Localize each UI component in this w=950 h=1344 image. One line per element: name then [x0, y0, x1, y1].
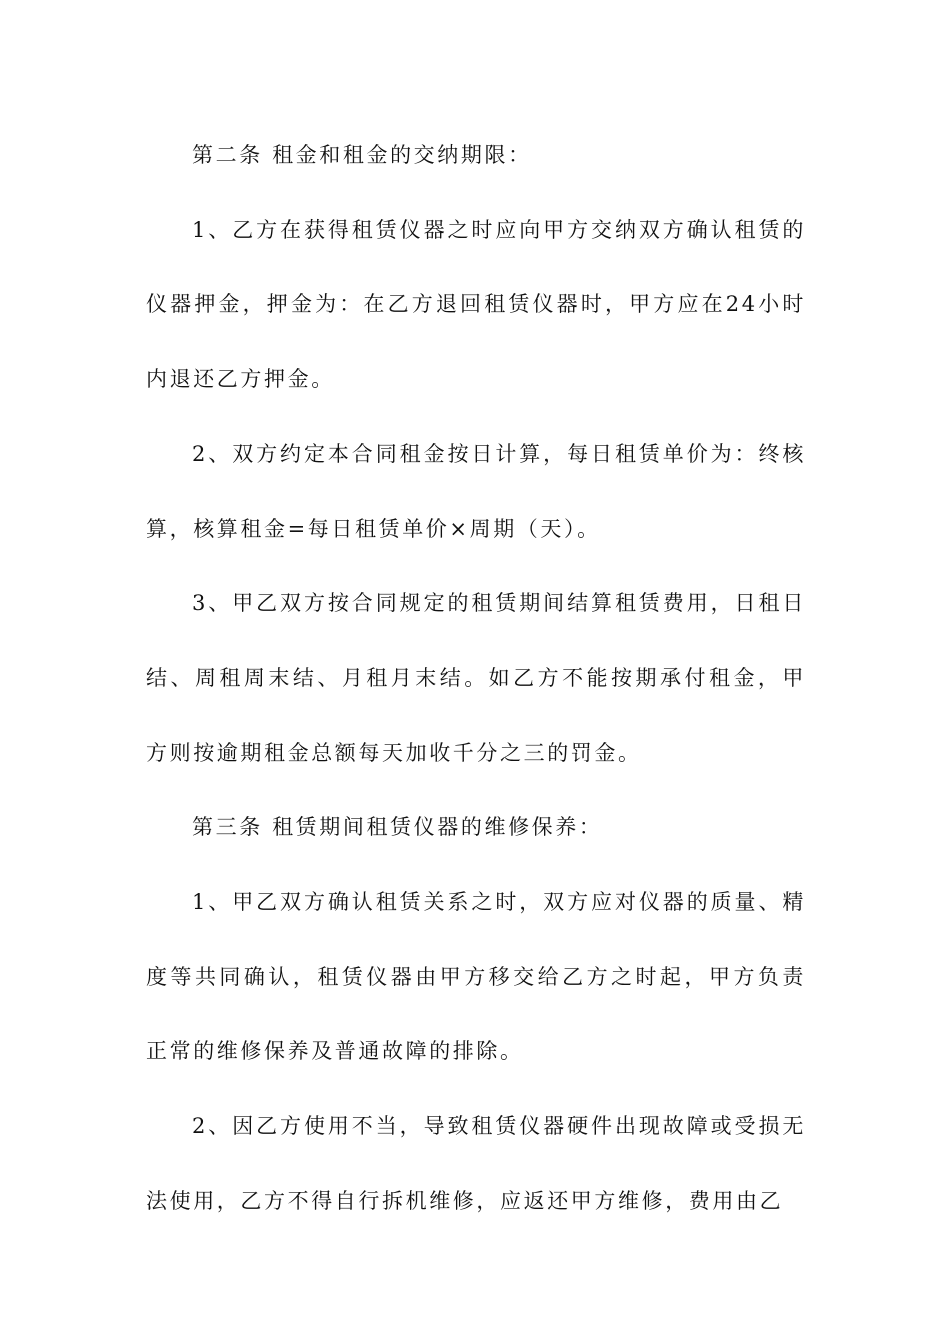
article-3-clause-1: 1、甲乙双方确认租赁关系之时，双方应对仪器的质量、精度等共同确认，租赁仪器由甲方移交给乙方之时起，甲方负责正常的维修保养及普通故障的排除。 [146, 890, 806, 1064]
article-2-clause-3: 3、甲乙双方按合同规定的租赁期间结算租赁费用，日租日结、周租周末结、月租月末结。如乙方不能按期承付租金，甲方则按逾期租金总额每天加收千分之三的罚金。 [146, 591, 806, 765]
article-3-heading: 第三条 租赁期间租赁仪器的维修保养： [192, 815, 603, 840]
article-2-heading: 第二条 租金和租金的交纳期限： [192, 143, 532, 167]
document-body [146, 118, 806, 1239]
article-3-clause-2: 2、因乙方使用不当，导致租赁仪器硬件出现故障或受损无法使用，乙方不得自行拆机维修，应返还甲方维修，费用由乙 [146, 1114, 806, 1213]
article-2-clause-2: 2、双方约定本合同租金按日计算，每日租赁单价为：终核算，核算租金=每日租赁单价×周期（天）。 [146, 441, 806, 541]
article-2-clause-1: 1、乙方在获得租赁仪器之时应向甲方交纳双方确认租赁的仪器押金，押金为：在乙方退回租赁仪器时，甲方应在24小时内退还乙方押金。 [146, 217, 806, 392]
